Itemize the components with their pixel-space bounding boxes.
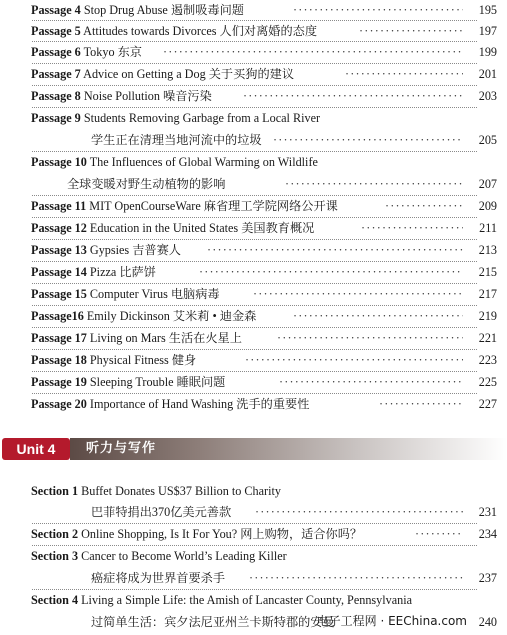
unit-label: Unit 4 <box>2 438 70 460</box>
entry-label: Passage 8 <box>31 89 81 103</box>
page-number: 221 <box>478 331 497 345</box>
unit-header <box>0 436 507 462</box>
entry-title: The Influences of Global Warming on Wildlife <box>89 155 318 169</box>
entry-title: Buffet Donates US$37 Billion to Charity <box>81 484 281 498</box>
leader-dots <box>279 372 463 392</box>
page-number: 237 <box>478 571 497 585</box>
entry-title: Advice on Getting a Dog 关于买狗的建议 <box>83 67 295 81</box>
entry-title: Tokyo 东京 <box>83 45 142 59</box>
entry-label: Passage 18 <box>31 353 87 367</box>
entry-title: Gypsies 吉普赛人 <box>89 243 181 257</box>
entry-label: Passage 12 <box>31 221 87 235</box>
page-number: 209 <box>478 199 497 213</box>
entry-label: Passage 5 <box>31 24 81 38</box>
entry-label: Passage 9 <box>31 111 81 125</box>
toc-entry[interactable] <box>31 152 497 172</box>
toc-entry[interactable] <box>31 524 497 544</box>
entry-title: Pizza 比萨饼 <box>89 265 156 279</box>
leader-dots <box>207 240 463 260</box>
leader-dots <box>253 284 463 304</box>
unit-title: 听力与写作 <box>86 441 157 456</box>
toc-entry-continued[interactable] <box>67 174 497 194</box>
entry-title: MIT OpenCourseWare 麻省理工学院网络公开课 <box>89 199 338 213</box>
leader-dots <box>277 328 463 348</box>
entry-title: Sleeping Trouble 睡眠问题 <box>89 375 226 389</box>
leader-dots <box>285 174 463 194</box>
leader-dots <box>345 64 463 84</box>
entry-label: Passage 6 <box>31 45 81 59</box>
leader-dots <box>199 262 463 282</box>
entry-label: Passage 7 <box>31 67 81 81</box>
leader-dots <box>379 394 463 414</box>
page-number: 201 <box>478 67 497 81</box>
toc-entry[interactable] <box>31 218 497 238</box>
entry-title: Physical Fitness 健身 <box>89 353 197 367</box>
entry-title: Importance of Hand Washing 洗手的重要性 <box>89 397 310 411</box>
leader-dots <box>249 568 463 588</box>
entry-title: Attitudes towards Divorces 人们对离婚的态度 <box>83 24 318 38</box>
page-number: 223 <box>478 353 497 367</box>
entry-title: Living on Mars 生活在火星上 <box>89 331 242 345</box>
toc-entry[interactable] <box>31 394 497 414</box>
page-number: 211 <box>479 221 497 235</box>
entry-title: Education in the United States 美国教育概况 <box>89 221 315 235</box>
leader-dots <box>293 306 463 326</box>
entry-title: Cancer to Become World’s Leading Killer <box>81 549 287 563</box>
entry-label: Passage 15 <box>31 287 87 301</box>
entry-label: Passage 20 <box>31 397 87 411</box>
entry-label: Passage 11 <box>31 199 87 213</box>
entry-title: Emily Dickinson 艾米莉 • 迪金森 <box>86 309 257 323</box>
entry-subtitle: 巴菲特捐出370亿美元善款 <box>91 505 232 519</box>
entry-label: Passage 17 <box>31 331 87 345</box>
page-number: 199 <box>478 45 497 59</box>
entry-subtitle: 学生正在清理当地河流中的垃圾 <box>91 133 262 147</box>
entry-label: Passage16 <box>31 309 84 323</box>
toc-entry[interactable] <box>31 64 497 84</box>
leader-dots <box>293 0 463 20</box>
page-number: 225 <box>478 375 497 389</box>
entry-title: Living a Simple Life: the Amish of Lancaster County, Pennsylvania <box>81 593 413 607</box>
toc-entry[interactable] <box>31 350 497 370</box>
entry-title: Computer Virus 电脑病毒 <box>89 287 220 301</box>
toc-entry-continued[interactable] <box>91 568 497 588</box>
watermark-text: 电子工程网 · EEChina.com <box>316 614 467 628</box>
page-number: 213 <box>478 243 497 257</box>
page-number: 205 <box>478 133 497 147</box>
toc-entry[interactable] <box>31 42 497 62</box>
entry-label: Section 4 <box>31 593 79 607</box>
entry-title: Noise Pollution 噪音污染 <box>83 89 212 103</box>
entry-label: Section 2 <box>31 527 79 541</box>
entry-label: Passage 19 <box>31 375 87 389</box>
toc-entry[interactable] <box>31 481 497 501</box>
leader-dots <box>415 524 463 544</box>
entry-label: Section 1 <box>31 484 79 498</box>
page-number: 231 <box>478 505 497 519</box>
leader-dots <box>361 218 463 238</box>
toc-entry[interactable] <box>31 306 497 326</box>
leader-dots <box>385 196 463 216</box>
entry-subtitle: 全球变暖对野生动植物的影响 <box>67 177 226 191</box>
entry-title: Online Shopping, Is It For You? 网上购物，适合你吗？ <box>81 527 363 541</box>
entry-title: Stop Drug Abuse 遏制吸毒问题 <box>83 3 244 17</box>
page-number: 215 <box>478 265 497 279</box>
page-number: 219 <box>478 309 497 323</box>
page-number: 195 <box>478 3 497 17</box>
toc-entry[interactable] <box>31 0 497 20</box>
toc-entry[interactable] <box>31 108 497 128</box>
entry-label: Passage 13 <box>31 243 87 257</box>
leader-dots <box>243 86 463 106</box>
leader-dots <box>273 130 463 150</box>
toc-entry[interactable] <box>31 372 497 392</box>
toc-entry[interactable] <box>31 86 497 106</box>
page-number: 227 <box>478 397 497 411</box>
toc-entry[interactable] <box>31 240 497 260</box>
entry-label: Section 3 <box>31 549 79 563</box>
toc-entry[interactable] <box>31 590 497 610</box>
leader-dots <box>359 21 463 41</box>
toc-entry[interactable] <box>31 546 497 566</box>
entry-label: Passage 10 <box>31 155 87 169</box>
entry-label: Passage 14 <box>31 265 87 279</box>
toc-entry-continued[interactable] <box>91 502 497 522</box>
toc-entry-continued[interactable] <box>91 130 497 150</box>
page-number: 234 <box>478 527 497 541</box>
toc-entry[interactable] <box>31 21 497 41</box>
leader-dots <box>255 502 463 522</box>
page-number: 197 <box>478 24 497 38</box>
toc-entry[interactable] <box>31 284 497 304</box>
page-number: 217 <box>478 287 497 301</box>
leader-dots <box>163 42 463 62</box>
page-number: 203 <box>478 89 497 103</box>
toc-entry[interactable] <box>31 196 497 216</box>
toc-entry[interactable] <box>31 262 497 282</box>
page-number: 240 <box>478 615 497 629</box>
entry-label: Passage 4 <box>31 3 81 17</box>
leader-dots <box>245 350 463 370</box>
entry-subtitle: 癌症将成为世界首要杀手 <box>91 571 226 585</box>
entry-subtitle: 过简单生活：宾夕法尼亚州兰卡斯特郡的安曼 <box>91 615 335 629</box>
page-number: 207 <box>478 177 497 191</box>
toc-entry[interactable] <box>31 328 497 348</box>
entry-title: Students Removing Garbage from a Local River <box>83 111 321 125</box>
